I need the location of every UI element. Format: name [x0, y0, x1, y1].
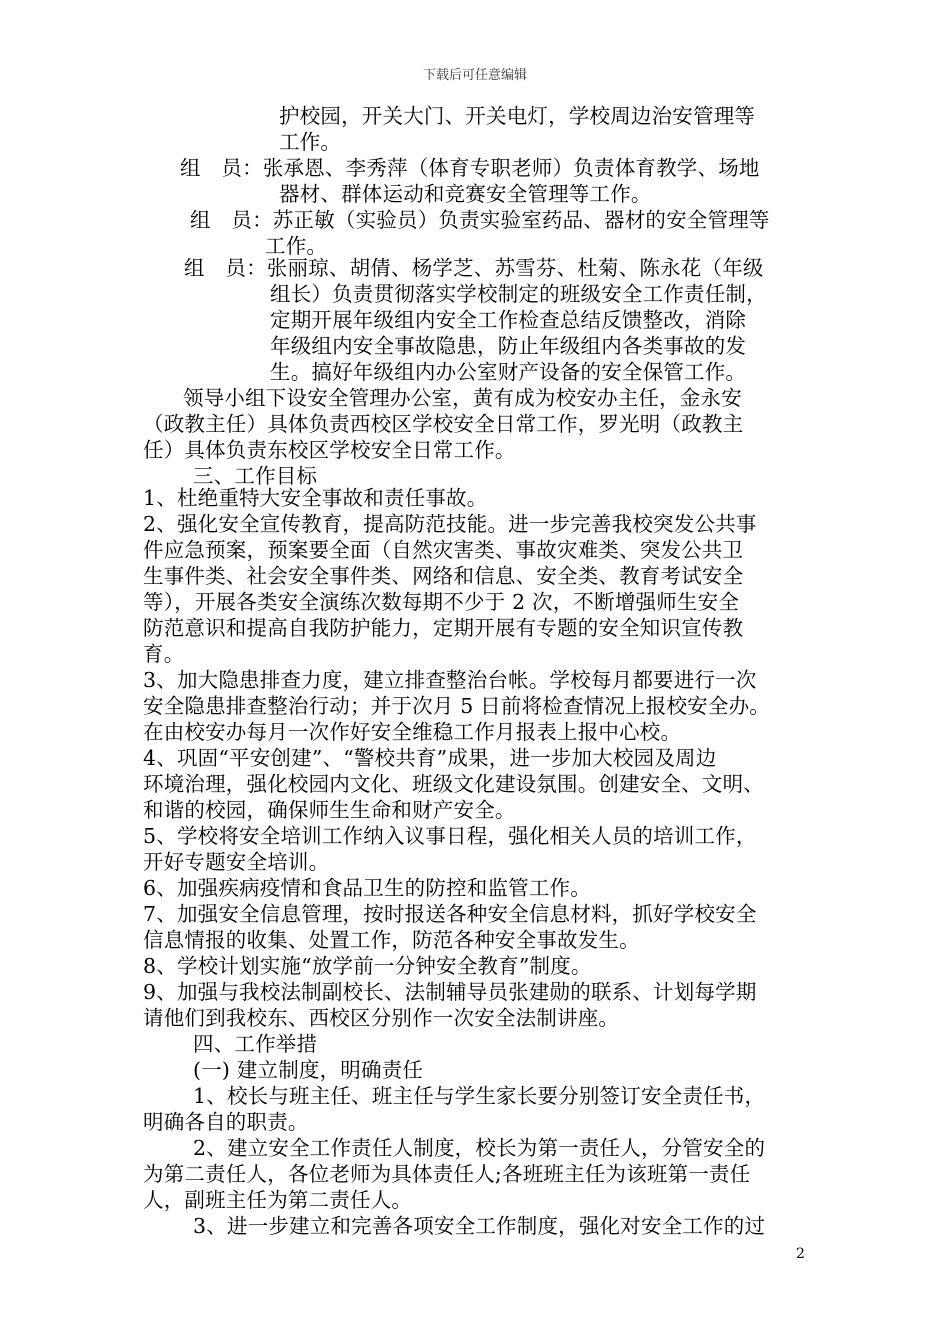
- text-line: 1、杜绝重特大安全事故和责任事故。: [143, 486, 488, 510]
- text-line: 明确各自的职责。: [143, 1110, 309, 1134]
- text-line: 工作。: [265, 234, 328, 258]
- text-line: 组 员：苏正敏（实验员）负责实验室药品、器材的安全管理等: [190, 208, 770, 232]
- text-line: 人，副班主任为第二责任人。: [143, 1188, 413, 1212]
- text-line: 三、工作目标: [193, 464, 318, 488]
- text-line: 定期开展年级组内安全工作检查总结反馈整改，消除: [270, 308, 747, 332]
- text-line: 3、进一步建立和完善各项安全工作制度，强化对安全工作的过: [193, 1214, 766, 1238]
- text-line: 6、加强疾病疫情和食品卫生的防控和监管工作。: [143, 876, 591, 900]
- text-line: 8、学校计划实施“放学前一分钟安全教育”制度。: [143, 954, 592, 978]
- text-line: 工作。: [279, 130, 342, 154]
- text-line: 3、加大隐患排查力度，建立排查整治台帐。学校每月都要进行一次: [143, 668, 757, 692]
- text-line: 组长）负责贯彻落实学校制定的班级安全工作责任制，: [270, 282, 767, 306]
- text-line: 护校园，开关大门、开关电灯，学校周边治安管理等: [279, 104, 756, 128]
- text-line: 1、校长与班主任、班主任与学生家长要分别签订安全责任书，: [193, 1084, 766, 1108]
- text-line: 开好专题安全培训。: [143, 850, 330, 874]
- text-line: 生。搞好年级组内办公室财产设备的安全保管工作。: [270, 360, 747, 384]
- text-line: 器材、群体运动和竞赛安全管理等工作。: [279, 182, 652, 206]
- text-line: 为第二责任人，各位老师为具体责任人;各班班主任为该班第一责任: [143, 1162, 751, 1186]
- text-line: 领导小组下设安全管理办公室，黄有成为校安办主任，金永安: [183, 386, 742, 410]
- text-line: 件应急预案，预案要全面（自然灾害类、事故灾难类、突发公共卫: [143, 538, 744, 562]
- text-line: 防范意识和提高自我防护能力，定期开展有专题的安全知识宣传教: [143, 616, 744, 640]
- text-line: 2、建立安全工作责任人制度，校长为第一责任人，分管安全的: [193, 1136, 766, 1160]
- text-line: 组 员：张丽琼、胡倩、杨学芝、苏雪芬、杜菊、陈永花（年级: [184, 256, 764, 280]
- text-line: 5、学校将安全培训工作纳入议事日程，强化相关人员的培训工作，: [143, 824, 757, 848]
- text-line: (一) 建立制度，明确责任: [193, 1058, 424, 1082]
- text-line: 年级组内安全事故隐患，防止年级组内各类事故的发: [270, 334, 747, 358]
- text-line: 2、强化安全宣传教育，提高防范技能。进一步完善我校突发公共事: [143, 512, 757, 536]
- text-line: 请他们到我校东、西校区分别作一次安全法制讲座。: [143, 1006, 620, 1030]
- text-line: 任）具体负责东校区学校安全日常工作。: [143, 438, 516, 462]
- text-line: （政教主任）具体负责西校区学校安全日常工作，罗光明（政教主: [143, 412, 744, 436]
- text-line: 育。: [143, 642, 185, 666]
- text-line: 7、加强安全信息管理，按时报送各种安全信息材料，抓好学校安全: [143, 902, 757, 926]
- text-line: 安全隐患排查整治行动；并于次月 5 日前将检查情况上报校安全办。: [143, 694, 770, 718]
- text-line: 信息情报的收集、处置工作，防范各种安全事故发生。: [143, 928, 640, 952]
- text-line: 生事件类、社会安全事件类、网络和信息、安全类、教育考试安全: [143, 564, 744, 588]
- text-line: 环境治理，强化校园内文化、班级文化建设氛围。创建安全、文明、: [143, 772, 764, 796]
- text-line: 和谐的校园，确保师生生命和财产安全。: [143, 798, 516, 822]
- text-line: 9、加强与我校法制副校长、法制辅导员张建勋的联系、计划每学期: [143, 980, 757, 1004]
- page-header: 下载后可任意编辑: [422, 68, 527, 83]
- text-line: 组 员：张承恩、李秀萍（体育专职老师）负责体育教学、场地: [180, 156, 760, 180]
- text-line: 4、巩固“平安创建”、“警校共育”成果，进一步加大校园及周边: [143, 746, 717, 770]
- text-line: 在由校安办每月一次作好安全维稳工作月报表上报中心校。: [143, 720, 682, 744]
- text-line: 四、工作举措: [193, 1032, 318, 1056]
- text-line: 等），开展各类安全演练次数每期不少于 2 次，不断增强师生安全: [143, 590, 740, 614]
- page-number: 2: [796, 1246, 805, 1262]
